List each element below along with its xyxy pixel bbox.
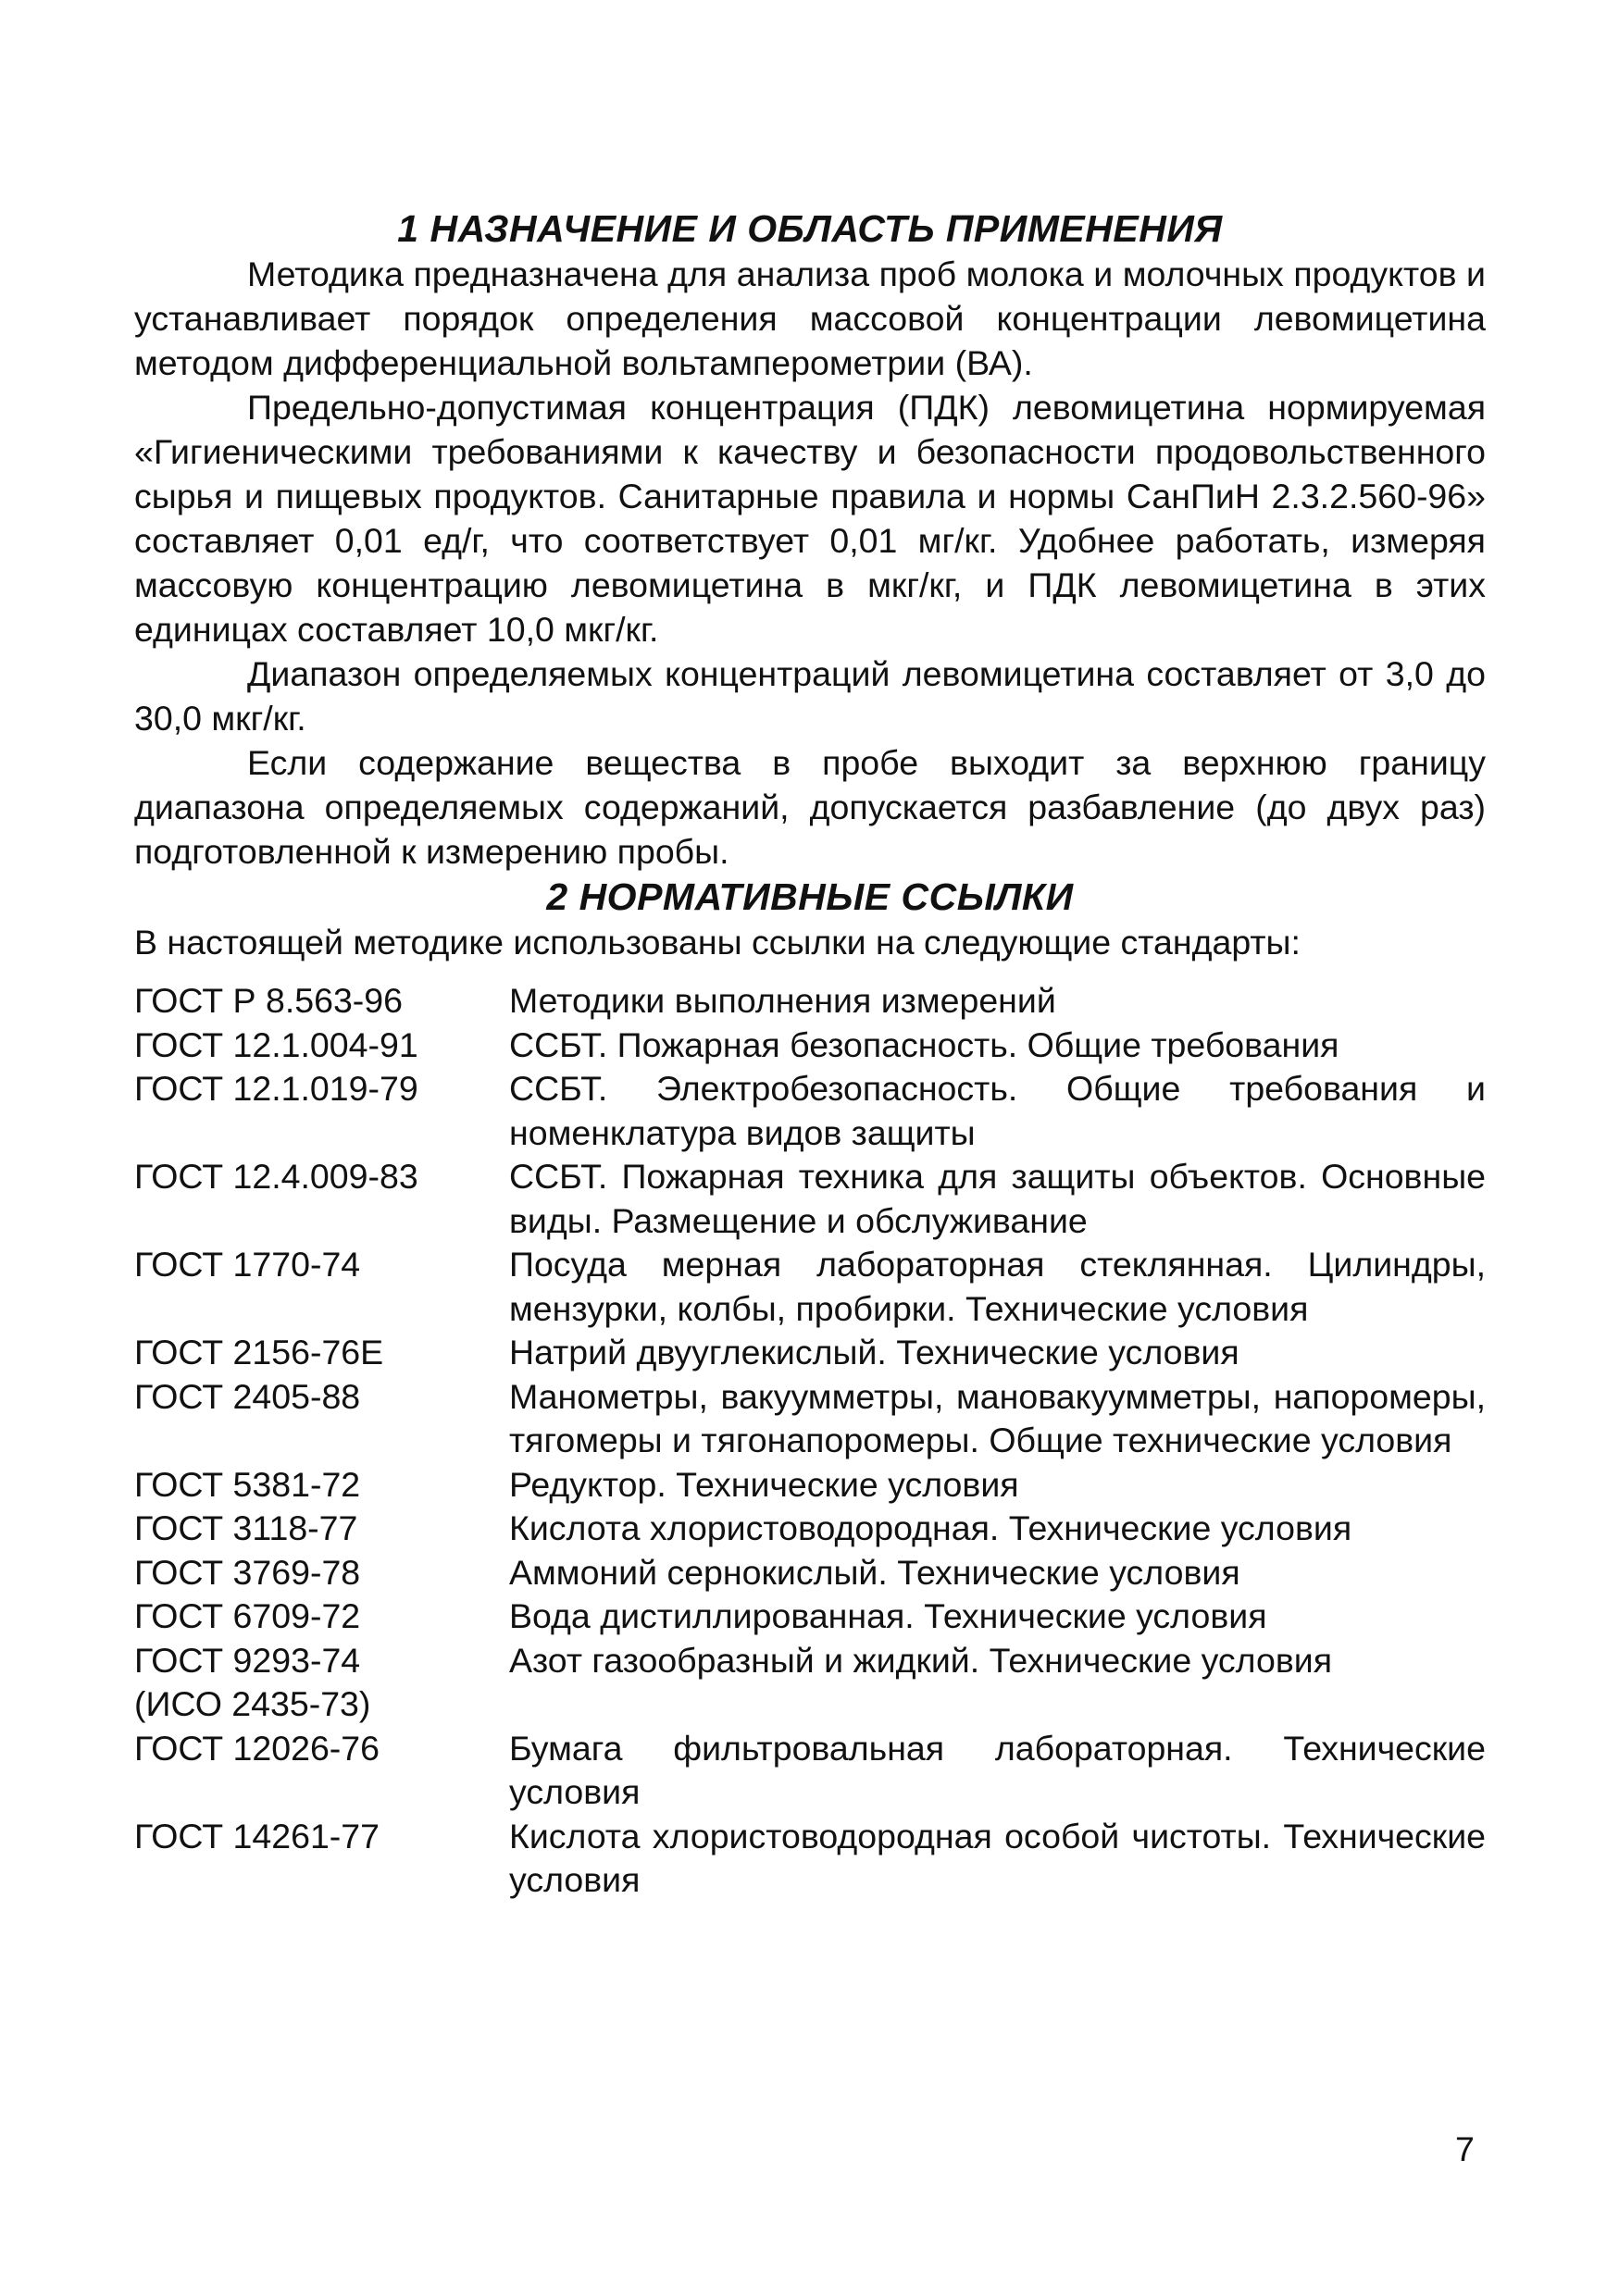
reference-description: Кислота хлористоводородная особой чистоты. Технические условия [509, 1816, 1486, 1899]
reference-code-line: ГОСТ 9293-74 [134, 1640, 361, 1680]
reference-code [134, 1639, 509, 1727]
section-1-title: 1 НАЗНАЧЕНИЕ И ОБЛАСТЬ ПРИМЕНЕНИЯ [397, 207, 1223, 250]
reference-description: Редуктор. Технические условия [509, 1464, 1019, 1504]
reference-row [134, 1375, 1486, 1463]
reference-description: ССБТ. Пожарная техника для защиты объектов. Основные виды. Размещение и обслуживание [509, 1157, 1486, 1240]
reference-code: ГОСТ 12.1.019-79 [134, 1069, 418, 1108]
reference-code: ГОСТ 5381-72 [134, 1464, 361, 1504]
section-2-title: 2 НОРМАТИВНЫЕ ССЫЛКИ [546, 875, 1074, 918]
reference-description: Методики выполнения измерений [509, 981, 1056, 1020]
reference-description: ССБТ. Электробезопасность. Общие требования и номенклатура видов защиты [509, 1069, 1486, 1152]
reference-description: Аммоний сернокислый. Технические условия [509, 1552, 1240, 1592]
reference-code: ГОСТ 3769-78 [134, 1552, 361, 1592]
document-page [134, 205, 1486, 1903]
reference-code: ГОСТ 3118-77 [134, 1508, 358, 1547]
reference-row [134, 1815, 1486, 1903]
reference-row [134, 1155, 1486, 1243]
paragraph-purpose: Методика предназначена для анализа проб молока и молочных продуктов и устанавливает порядок определения массовой концентрации левомицетина методом дифференциальной вольтамперометрии (ВА). [134, 254, 1486, 382]
reference-row [134, 1331, 1486, 1375]
reference-row [134, 1727, 1486, 1815]
references-table [134, 979, 1486, 1903]
reference-row [134, 1507, 1486, 1551]
reference-row [134, 1024, 1486, 1068]
reference-description: Вода дистиллированная. Технические условия [509, 1596, 1267, 1635]
reference-row [134, 1067, 1486, 1155]
reference-description: Посуда мерная лабораторная стеклянная. Цилиндры, мензурки, колбы, пробирки. Технические условия [509, 1245, 1486, 1328]
reference-row [134, 1243, 1486, 1331]
reference-description: Натрий двууглекислый. Технические условия [509, 1333, 1239, 1371]
reference-row [134, 979, 1486, 1024]
reference-row [134, 1551, 1486, 1595]
reference-row [134, 1639, 1486, 1727]
reference-description: Бумага фильтровальная лабораторная. Технические условия [509, 1728, 1486, 1811]
section-1-body [134, 252, 1486, 874]
reference-row [134, 1463, 1486, 1508]
reference-code: ГОСТ 6709-72 [134, 1596, 361, 1635]
reference-code-line-2: (ИСО 2435-73) [134, 1684, 371, 1723]
reference-code: ГОСТ 2405-88 [134, 1376, 361, 1416]
reference-row [134, 1595, 1486, 1639]
page-number: 7 [1455, 2129, 1475, 2168]
references-intro: В настоящей методике использованы ссылки на следующие стандарты: [134, 923, 1301, 962]
reference-code: ГОСТ 12.1.004-91 [134, 1024, 418, 1064]
reference-code: ГОСТ 14261-77 [134, 1816, 380, 1855]
reference-code: ГОСТ Р 8.563-96 [134, 981, 404, 1020]
paragraph-dilution: Если содержание вещества в пробе выходит за верхнюю границу диапазона определяемых содержаний, допускается разбавление (до двух раз) подготовленной к измерению пробы. [134, 743, 1486, 871]
reference-code: ГОСТ 12026-76 [134, 1728, 380, 1768]
paragraph-mac: Предельно-допустимая концентрация (ПДК) левомицетина нормируемая «Гигиеническими требованиями к качеству и безопасности продовольственного сырья и пищевых продуктов. Санитарные правила и нормы СанПиН 2.3.2.560-96» составляет 0,01 ед/г, что соответствует 0,01 мг/кг. Удобнее работать, измеряя массовую концентрацию левомицетина в мкг/кг, и ПДК левомицетина в этих единицах составляет 10,0 мкг/кг. [134, 388, 1486, 649]
reference-code: ГОСТ 12.4.009-83 [134, 1157, 418, 1196]
paragraph-range: Диапазон определяемых концентраций левомицетина составляет от 3,0 до 30,0 мкг/кг. [134, 654, 1486, 738]
reference-code: ГОСТ 2156-76Е [134, 1333, 384, 1371]
reference-description: Кислота хлористоводородная. Технические условия [509, 1508, 1352, 1547]
reference-code: ГОСТ 1770-74 [134, 1245, 361, 1284]
reference-description: Манометры, вакуумметры, мановакуумметры, напоромеры, тягомеры и тягонапоромеры. Общие технические условия [509, 1376, 1486, 1459]
reference-description: ССБТ. Пожарная безопасность. Общие требования [509, 1024, 1339, 1064]
reference-description: Азот газообразный и жидкий. Технические условия [509, 1640, 1333, 1680]
